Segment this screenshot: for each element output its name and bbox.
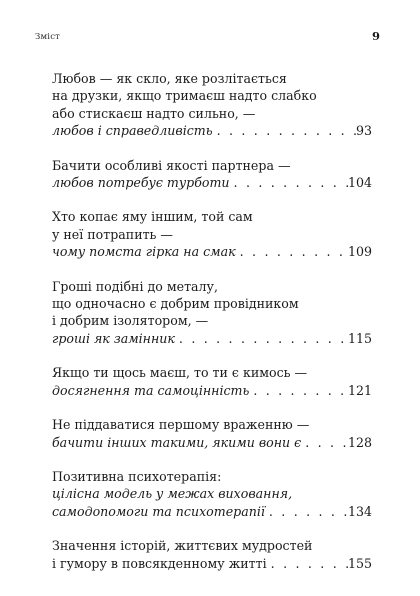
running-head: Зміст [35,32,61,42]
toc-entry-title-tail: і гумору в повсякденному житті [52,555,267,571]
toc-entry-subtitle: бачити інших такими, якими вони є [52,434,302,450]
table-of-contents [52,70,372,589]
toc-entry-subtitle: чому помста гірка на смак [52,244,236,260]
dot-leader [267,555,348,572]
toc-entry [52,468,372,520]
toc-entry [52,537,372,572]
toc-page-number: 128 [347,434,372,450]
toc-leader-line [52,555,372,572]
toc-entry [52,364,372,399]
toc-entry-title-line: і добрим ізолятором, — [52,313,209,329]
toc-entry-title-line: Позитивна психотерапія: [52,468,222,484]
toc-entry-title-line: на друзки, якщо тримаєш надто слабко [52,88,317,104]
toc-entry-title-line: у неї потрапить — [52,226,174,242]
dot-leader [249,382,348,399]
dot-leader [230,174,348,191]
dot-leader [213,122,356,139]
toc-leader-line [52,174,372,191]
toc-entry [52,70,372,140]
toc-leader-line [52,122,372,139]
dot-leader [175,330,348,347]
toc-entry-title-line: Любов — як скло, яке розлітається [52,71,287,86]
toc-leader-line [52,330,372,347]
toc-entry [52,208,372,260]
toc-page-number: 155 [347,555,372,571]
toc-entry-title-line: Значення історій, життєвих мудростей [52,538,313,554]
dot-leader [265,503,348,520]
toc-entry-subtitle: гроші як замінник [52,330,175,346]
toc-entry-title-line: Хто копає яму іншим, той сам [52,209,253,225]
page-number: 9 [371,29,380,43]
toc-entry-title-line: Якщо ти щось маєш, то ти є кимось — [52,365,308,381]
toc-leader-line [52,503,372,520]
toc-entry-title-line: Не піддаватися першому враженню — [52,417,310,433]
toc-entry-title-line: Гроші подібні до металу, [52,278,218,294]
toc-leader-line [52,434,372,451]
toc-entry-subtitle: досягнення та самоцінність [52,382,250,398]
toc-entry-title-line: Бачити особливі якості партнера — [52,157,291,173]
toc-entry-subtitle: самодопомоги та психотерапії [52,503,265,519]
toc-page-number: 134 [347,503,372,519]
toc-entry-subtitle-line: цілісна модель у межах виховання, [52,486,293,502]
toc-entry-title-line: що одночасно є добрим провідником [52,296,299,312]
toc-entry [52,157,372,192]
toc-page-number: 109 [347,244,372,260]
toc-leader-line [52,382,372,399]
toc-entry [52,416,372,451]
dot-leader [236,243,348,260]
toc-entry-subtitle: любов потребує турботи [52,175,230,191]
toc-entry-subtitle: любов і справедливість [52,123,213,139]
toc-page-number: 93 [355,123,372,139]
toc-page-number: 115 [347,330,372,346]
toc-leader-line [52,243,372,260]
toc-page-number: 121 [347,382,372,398]
toc-entry-title-line: або стискаєш надто сильно, — [52,105,256,121]
toc-page-number: 104 [347,175,372,191]
toc-entry [52,278,372,348]
dot-leader [301,434,348,451]
